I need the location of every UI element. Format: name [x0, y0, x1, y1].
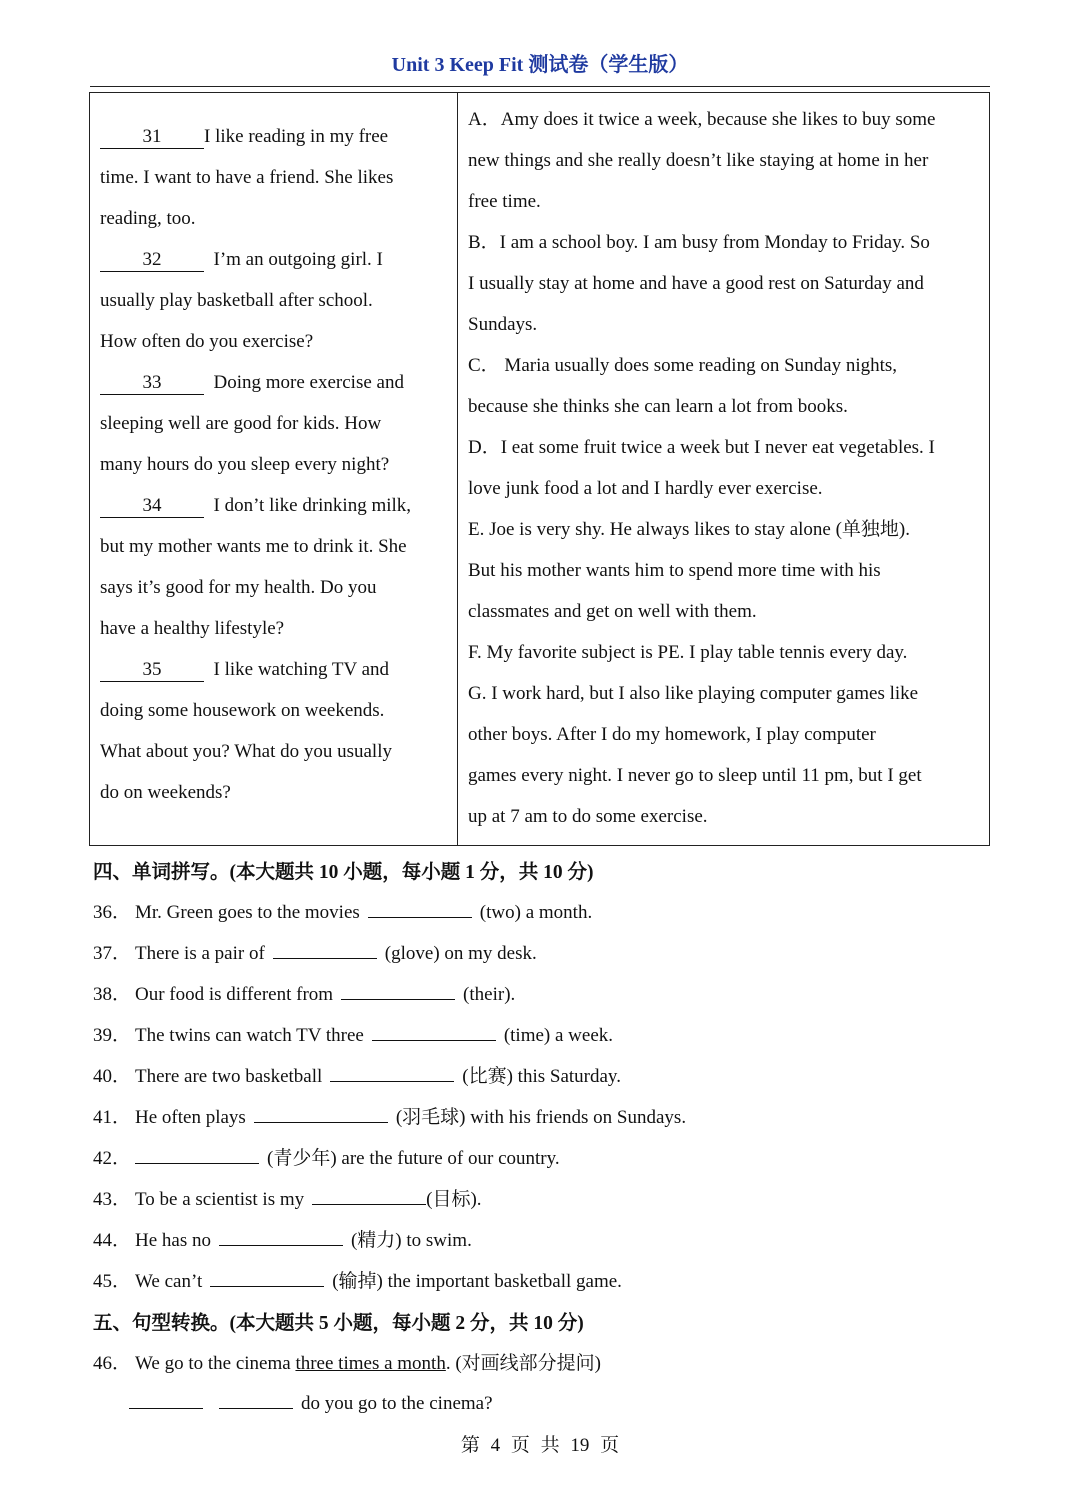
question-46: 46． We go to the cinema three times a month. (对画线部分提问) — [93, 1353, 601, 1374]
page-title: Unit 3 Keep Fit 测试卷（学生版） — [391, 54, 689, 76]
answer-blank[interactable] — [254, 1104, 388, 1123]
answer-blank[interactable] — [368, 899, 472, 918]
option-line: other boys. After I do my homework, I play computer — [468, 724, 876, 745]
answer-blank[interactable] — [312, 1186, 426, 1205]
item-31: 31 I like reading in my free — [100, 116, 449, 157]
question-36: 36． Mr. Green goes to the movies (two) a month. — [93, 897, 592, 924]
question-46-answer: do you go to the cinema? — [129, 1390, 493, 1415]
item-33-line: many hours do you sleep every night? — [100, 454, 390, 475]
matching-left-column — [90, 93, 458, 845]
item-34-line: but my mother wants me to drink it. She — [100, 536, 407, 557]
option-line: classmates and get on well with them. — [468, 601, 757, 622]
title-divider — [90, 86, 990, 87]
question-37: 37． There is a pair of (glove) on my desk. — [93, 938, 537, 965]
item-35: 35 I like watching TV and — [100, 649, 449, 690]
item-31-line: reading, too. — [100, 208, 196, 229]
blank-31[interactable]: 31 — [100, 126, 204, 149]
option-line: love junk food a lot and I hardly ever exercise. — [468, 478, 823, 499]
option-line: up at 7 am to do some exercise. — [468, 806, 708, 827]
underlined-phrase: three times a month — [295, 1353, 446, 1374]
item-32-line: How often do you exercise? — [100, 331, 314, 352]
answer-blank[interactable] — [372, 1022, 496, 1041]
item-34: 34 I don’t like drinking milk, — [100, 485, 449, 526]
option-line: B．I am a school boy. I am busy from Monday to Friday. So — [468, 232, 930, 253]
item-35-line: doing some housework on weekends. — [100, 700, 385, 721]
item-34-line: says it’s good for my health. Do you — [100, 577, 377, 598]
item-32: 32 I’m an outgoing girl. I — [100, 239, 449, 280]
question-42: 42． (青少年) are the future of our country. — [93, 1143, 560, 1170]
item-31-line: time. I want to have a friend. She likes — [100, 167, 394, 188]
item-32-line: usually play basketball after school. — [100, 290, 373, 311]
answer-blank[interactable] — [330, 1063, 454, 1082]
item-33: 33 Doing more exercise and — [100, 362, 449, 403]
section-4-heading: 四、单词拼写。(本大题共 10 小题，每小题 1 分，共 10 分) — [93, 862, 594, 883]
question-41: 41． He often plays (羽毛球) with his friends on Sundays. — [93, 1102, 686, 1129]
answer-blank[interactable] — [210, 1268, 324, 1287]
option-line: free time. — [468, 191, 541, 212]
question-43: 43． To be a scientist is my (目标). — [93, 1184, 482, 1211]
page-number: 第 4 页 共 19 页 — [460, 1435, 620, 1456]
option-line: because she thinks she can learn a lot from books. — [468, 396, 848, 417]
matching-options-column — [458, 93, 989, 845]
answer-blank[interactable] — [135, 1145, 259, 1164]
item-35-line: do on weekends? — [100, 782, 231, 803]
answer-blank[interactable] — [341, 981, 455, 1000]
answer-blank[interactable] — [129, 1390, 203, 1409]
option-line: Sundays. — [468, 314, 538, 335]
answer-blank[interactable] — [219, 1390, 293, 1409]
question-40: 40． There are two basketball (比赛) this Saturday. — [93, 1061, 621, 1088]
item-34-line: have a healthy lifestyle? — [100, 618, 285, 639]
option-line: C． Maria usually does some reading on Sunday nights, — [468, 355, 898, 376]
option-line: F. My favorite subject is PE. I play table tennis every day. — [468, 642, 908, 663]
section-5-heading: 五、句型转换。(本大题共 5 小题，每小题 2 分，共 10 分) — [93, 1313, 584, 1334]
option-line: I usually stay at home and have a good rest on Saturday and — [468, 273, 924, 294]
option-line: D．I eat some fruit twice a week but I never eat vegetables. I — [468, 437, 935, 458]
answer-blank[interactable] — [273, 940, 377, 959]
option-line: E. Joe is very shy. He always likes to stay alone (单独地). — [468, 519, 911, 540]
item-35-line: What about you? What do you usually — [100, 741, 392, 762]
blank-33[interactable]: 33 — [100, 372, 204, 395]
option-line: A．Amy does it twice a week, because she likes to buy some — [468, 109, 936, 130]
matching-table — [89, 92, 990, 846]
question-38: 38． Our food is different from (their). — [93, 979, 515, 1006]
blank-32[interactable]: 32 — [100, 249, 204, 272]
question-45: 45． We can’t (输掉) the important basketball game. — [93, 1266, 622, 1293]
question-44: 44． He has no (精力) to swim. — [93, 1225, 472, 1252]
item-33-line: sleeping well are good for kids. How — [100, 413, 382, 434]
blank-35[interactable]: 35 — [100, 659, 204, 682]
option-line: G. I work hard, but I also like playing computer games like — [468, 683, 919, 704]
answer-blank[interactable] — [219, 1227, 343, 1246]
option-line: But his mother wants him to spend more time with his — [468, 560, 881, 581]
question-39: 39． The twins can watch TV three (time) a week. — [93, 1020, 613, 1047]
option-line: games every night. I never go to sleep until 11 pm, but I get — [468, 765, 922, 786]
option-line: new things and she really doesn’t like staying at home in her — [468, 150, 929, 171]
blank-34[interactable]: 34 — [100, 495, 204, 518]
